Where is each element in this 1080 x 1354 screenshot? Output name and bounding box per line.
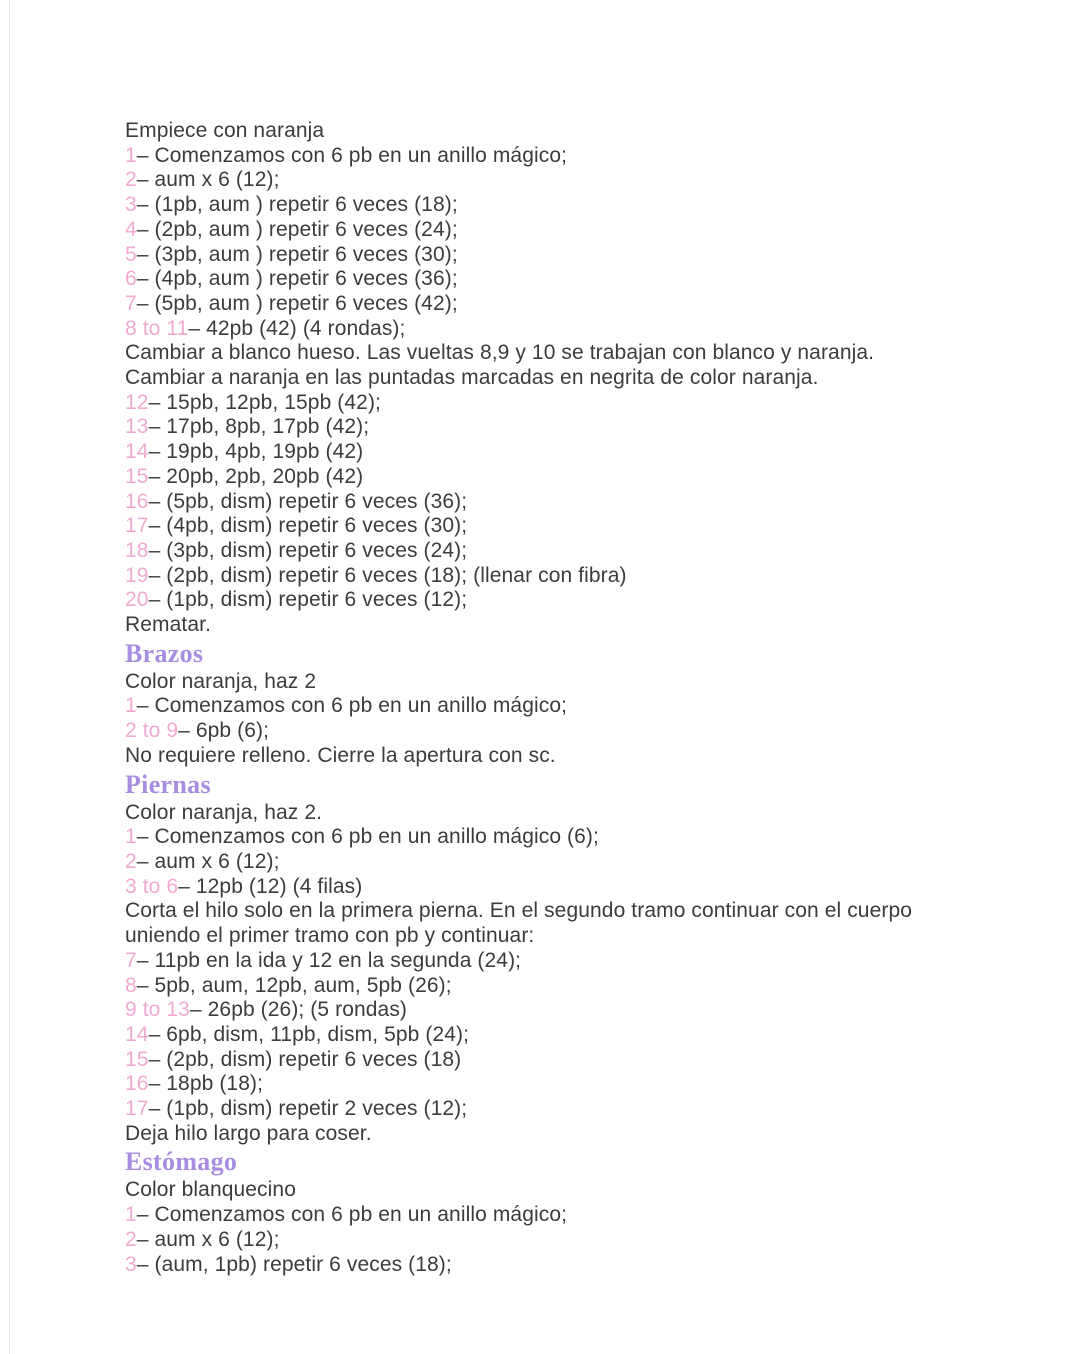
row-text: – aum x 6 (12); xyxy=(136,849,280,873)
row-text: Color naranja, haz 2. xyxy=(125,800,323,824)
row-number: 2 xyxy=(125,168,137,192)
row-number: 14 xyxy=(125,440,149,464)
row-text: – 15pb, 12pb, 15pb (42); xyxy=(148,390,381,414)
section-heading: Brazos xyxy=(125,638,204,668)
row-number: 18 xyxy=(125,538,149,562)
row-text: uniendo el primer tramo con pb y continuar: xyxy=(125,924,535,948)
section-heading: Piernas xyxy=(125,769,211,799)
pattern-line xyxy=(125,899,995,924)
row-number: 4 xyxy=(125,217,137,241)
pattern-line xyxy=(125,998,995,1023)
pattern-line xyxy=(125,613,995,638)
pattern-line xyxy=(125,490,995,515)
row-text: Cambiar a blanco hueso. Las vueltas 8,9 y 10 se trabajan con blanco y naranja. xyxy=(125,341,875,365)
pattern-line xyxy=(125,1178,995,1203)
pattern-line xyxy=(125,850,995,875)
row-text: – 6pb (6); xyxy=(178,719,270,743)
row-number: 15 xyxy=(125,464,149,488)
row-number: 15 xyxy=(125,1047,149,1071)
pattern-line xyxy=(125,341,995,366)
page-edge-line xyxy=(9,0,10,1354)
pattern-line xyxy=(125,415,995,440)
row-text: – (4pb, aum ) repetir 6 veces (36); xyxy=(136,267,458,291)
row-number: 3 to 6 xyxy=(125,874,179,898)
section-heading: Estómago xyxy=(125,1147,238,1177)
pattern-line xyxy=(125,218,995,243)
pattern-line xyxy=(125,1072,995,1097)
pattern-line xyxy=(125,539,995,564)
pattern-line xyxy=(125,564,995,589)
pattern-line xyxy=(125,719,995,744)
pattern-line xyxy=(125,465,995,490)
pattern-line xyxy=(125,267,995,292)
row-text: Corta el hilo solo en la primera pierna. En el segundo tramo continuar con el cuerpo xyxy=(125,899,913,923)
pattern-line xyxy=(125,1253,995,1278)
pattern-line xyxy=(125,1203,995,1228)
pattern-line xyxy=(125,391,995,416)
row-number: 2 xyxy=(125,849,137,873)
pattern-line xyxy=(125,1023,995,1048)
row-text: Cambiar a naranja en las puntadas marcadas en negrita de color naranja. xyxy=(125,366,819,390)
pattern-line xyxy=(125,1228,995,1253)
row-number: 7 xyxy=(125,948,137,972)
pattern-line xyxy=(125,974,995,999)
pattern-line xyxy=(125,875,995,900)
row-number: 3 xyxy=(125,193,137,217)
row-text: – (2pb, dism) repetir 6 veces (18); (llenar con fibra) xyxy=(148,563,627,587)
pattern-line xyxy=(125,366,995,391)
pattern-line xyxy=(125,924,995,949)
row-text: – Comenzamos con 6 pb en un anillo mágico; xyxy=(136,1203,568,1227)
row-text: No requiere relleno. Cierre la apertura con sc. xyxy=(125,743,556,767)
row-text: – 17pb, 8pb, 17pb (42); xyxy=(148,415,370,439)
pattern-content xyxy=(125,119,995,1277)
pattern-line xyxy=(125,243,995,268)
pattern-line xyxy=(125,1122,995,1147)
row-number: 1 xyxy=(125,694,137,718)
pattern-line xyxy=(125,588,995,613)
pattern-line xyxy=(125,292,995,317)
row-number: 19 xyxy=(125,563,149,587)
row-text: – 19pb, 4pb, 19pb (42) xyxy=(148,440,364,464)
row-number: 6 xyxy=(125,267,137,291)
row-text: – (1pb, dism) repetir 6 veces (12); xyxy=(148,588,468,612)
pattern-line xyxy=(125,801,995,826)
pattern-line xyxy=(125,317,995,342)
row-number: 8 xyxy=(125,973,137,997)
row-text: – (4pb, dism) repetir 6 veces (30); xyxy=(148,514,468,538)
row-text: – (5pb, aum ) repetir 6 veces (42); xyxy=(136,291,458,315)
row-text: Rematar. xyxy=(125,613,211,637)
row-text: – (3pb, dism) repetir 6 veces (24); xyxy=(148,538,468,562)
pattern-line xyxy=(125,825,995,850)
row-text: Empiece con naranja xyxy=(125,119,325,142)
row-number: 1 xyxy=(125,143,137,167)
row-number: 8 to 11 xyxy=(125,316,189,340)
row-text: – 20pb, 2pb, 20pb (42) xyxy=(148,464,364,488)
pattern-line xyxy=(125,144,995,169)
row-number: 1 xyxy=(125,825,137,849)
row-text: – (2pb, aum ) repetir 6 veces (24); xyxy=(136,217,458,241)
row-text: – aum x 6 (12); xyxy=(136,1227,280,1251)
row-number: 17 xyxy=(125,1097,149,1121)
pattern-line xyxy=(125,440,995,465)
row-number: 5 xyxy=(125,242,137,266)
row-number: 14 xyxy=(125,1022,149,1046)
row-text: – 26pb (26); (5 rondas) xyxy=(189,998,408,1022)
pattern-line xyxy=(125,168,995,193)
pattern-line xyxy=(125,670,995,695)
row-number: 17 xyxy=(125,514,149,538)
row-text: – 5pb, aum, 12pb, aum, 5pb (26); xyxy=(136,973,452,997)
pattern-line xyxy=(125,119,995,144)
row-number: 12 xyxy=(125,390,149,414)
row-text: Deja hilo largo para coser. xyxy=(125,1121,372,1145)
row-text: – 6pb, dism, 11pb, dism, 5pb (24); xyxy=(148,1022,470,1046)
row-number: 16 xyxy=(125,1072,149,1096)
row-text: – 42pb (42) (4 rondas); xyxy=(188,316,406,340)
pattern-line xyxy=(125,514,995,539)
row-text: – aum x 6 (12); xyxy=(136,168,280,192)
row-number: 20 xyxy=(125,588,149,612)
row-text: – 11pb en la ida y 12 en la segunda (24); xyxy=(136,948,522,972)
pattern-line xyxy=(125,193,995,218)
row-text: – (3pb, aum ) repetir 6 veces (30); xyxy=(136,242,458,266)
row-text: – (1pb, aum ) repetir 6 veces (18); xyxy=(136,193,458,217)
row-number: 16 xyxy=(125,489,149,513)
row-text: – (1pb, dism) repetir 2 veces (12); xyxy=(148,1097,468,1121)
row-number: 13 xyxy=(125,415,149,439)
pattern-line xyxy=(125,949,995,974)
row-text: – Comenzamos con 6 pb en un anillo mágico; xyxy=(136,143,568,167)
row-number: 2 xyxy=(125,1227,137,1251)
pattern-line xyxy=(125,1097,995,1122)
row-text: – (5pb, dism) repetir 6 veces (36); xyxy=(148,489,468,513)
row-text: Color blanquecino xyxy=(125,1178,296,1202)
pattern-line xyxy=(125,694,995,719)
row-number: 7 xyxy=(125,291,137,315)
row-number: 9 to 13 xyxy=(125,998,190,1022)
row-text: – Comenzamos con 6 pb en un anillo mágico; xyxy=(136,694,568,718)
row-number: 2 to 9 xyxy=(125,719,179,743)
row-number: 1 xyxy=(125,1203,137,1227)
row-number: 3 xyxy=(125,1252,137,1276)
pattern-line xyxy=(125,744,995,769)
row-text: Color naranja, haz 2 xyxy=(125,669,317,693)
row-text: – 18pb (18); xyxy=(148,1072,264,1096)
row-text: – 12pb (12) (4 filas) xyxy=(178,874,363,898)
row-text: – Comenzamos con 6 pb en un anillo mágico (6); xyxy=(136,825,599,849)
row-text: – (aum, 1pb) repetir 6 veces (18); xyxy=(136,1252,452,1276)
row-text: – (2pb, dism) repetir 6 veces (18) xyxy=(148,1047,462,1071)
pattern-line xyxy=(125,1048,995,1073)
